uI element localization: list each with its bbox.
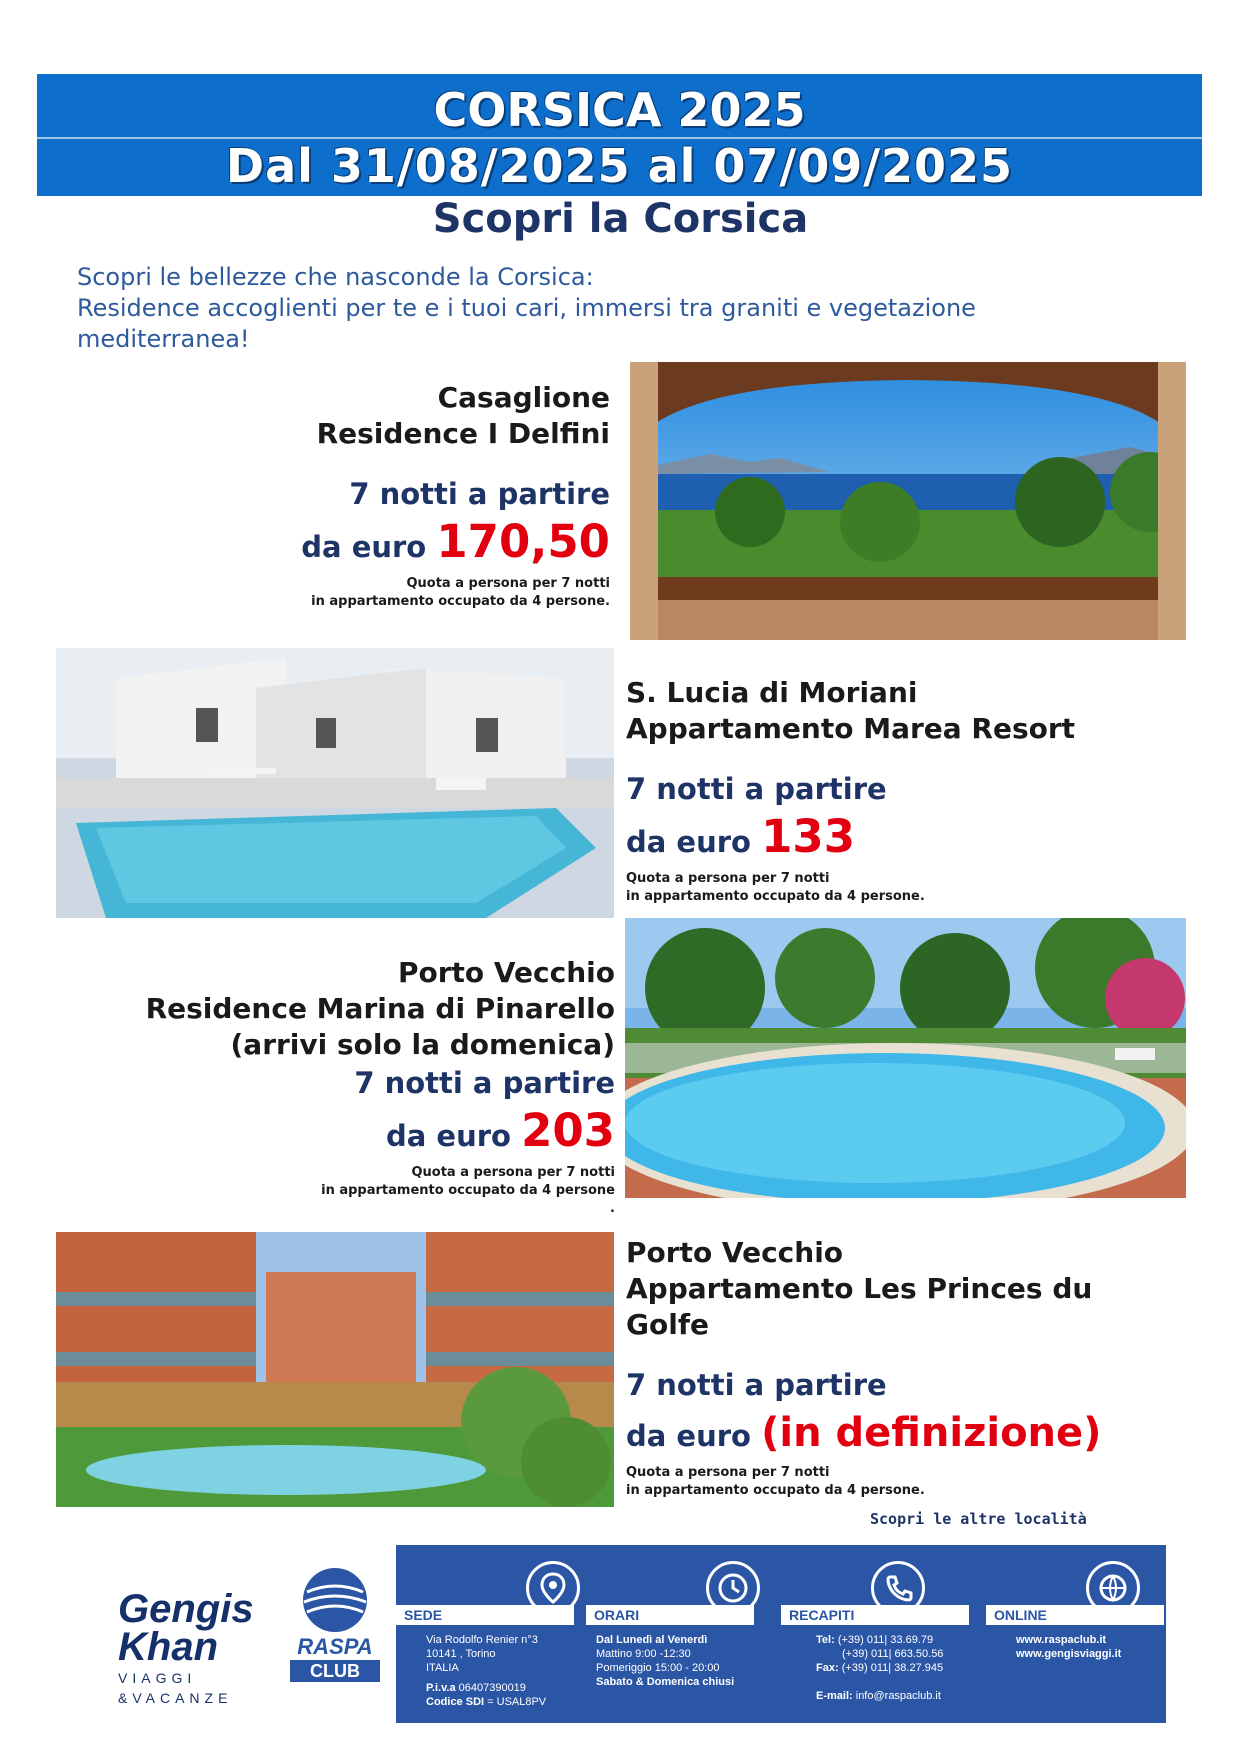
logo-text: Gengis — [118, 1587, 254, 1631]
price-prefix: da euro — [626, 1419, 751, 1453]
page-title: CORSICA 2025 — [433, 83, 806, 137]
offer-quota: in appartamento occupato da 4 persone. — [626, 889, 925, 904]
price-prefix: da euro — [301, 530, 427, 564]
footer-tag: ORARI — [586, 1605, 754, 1625]
offer-name: Residence Marina di Pinarello — [145, 992, 615, 1025]
price-prefix: da euro — [626, 825, 751, 859]
logo-text: CLUB — [290, 1660, 380, 1682]
subtitle: Scopri la Corsica — [432, 196, 809, 242]
logo-text: &VACANZE — [118, 1690, 233, 1706]
offer-nights: 7 notti a partire — [626, 772, 887, 806]
photo-sea-view-balcony — [630, 362, 1186, 640]
logo-text: Khan — [118, 1625, 218, 1669]
offer-place: Casaglione — [437, 381, 610, 414]
footer-online — [986, 1545, 1166, 1723]
offer-nights: 7 notti a partire — [349, 477, 610, 511]
website-link[interactable]: www.gengisviaggi.it — [1016, 1648, 1122, 1660]
offer-les-princes — [626, 1235, 1186, 1500]
photo-pool-residence — [56, 648, 614, 918]
offer-price: 203 — [521, 1104, 615, 1157]
email-link[interactable]: info@raspaclub.it — [855, 1690, 941, 1702]
footer-recapiti — [781, 1545, 971, 1723]
offer-quota: in appartamento occupato da 4 persone. — [626, 1483, 925, 1498]
header-banner — [37, 74, 1202, 196]
offer-price: (in definizione) — [761, 1410, 1102, 1456]
footer-contacts: Tel: (+39) 011| 33.69.79 (+39) 011| 663.50.56 Fax: (+39) 011| 38.27.945 E-mail: info@raspaclub.it — [816, 1634, 944, 1702]
offer-quota: Quota a persona per 7 notti — [626, 1465, 830, 1480]
date-range: Dal 31/08/2025 al 07/09/2025 — [225, 139, 1014, 193]
footer-address: Via Rodolfo Renier n°3 10141 , Torino ITALIA P.i.v.a 06407390019 Codice SDI = USAL8PV — [426, 1634, 547, 1708]
intro-line: Residence accoglienti per te e i tuoi cari, immersi tra graniti e vegetazione — [77, 294, 976, 322]
offer-quota: Quota a persona per 7 notti — [406, 576, 610, 591]
offer-price-line — [626, 809, 1186, 870]
footer-websites — [1016, 1633, 1166, 1661]
logo-text: RASPA — [297, 1634, 373, 1659]
offer-name: Residence I Delfini — [316, 417, 610, 450]
footer-tag: RECAPITI — [781, 1605, 969, 1625]
offer-price-line — [626, 1405, 1186, 1464]
intro-text — [77, 262, 1077, 355]
footer-tag: SEDE — [396, 1605, 574, 1625]
offer-quota: . — [610, 1201, 615, 1216]
raspa-club-logo — [285, 1562, 385, 1680]
price-prefix: da euro — [385, 1119, 511, 1153]
photo-round-pool — [625, 918, 1186, 1198]
offer-place: Porto Vecchio — [626, 1236, 844, 1269]
offer-place: S. Lucia di Moriani — [626, 676, 918, 709]
other-destinations-link[interactable]: Scopri le altre località — [870, 1510, 1087, 1528]
offer-pinarello — [100, 955, 615, 1218]
footer-sede — [396, 1545, 576, 1723]
offer-name-cont: Golfe — [626, 1308, 709, 1341]
gengis-khan-logo — [118, 1587, 268, 1706]
offer-place: Porto Vecchio — [397, 956, 615, 989]
raspa-globe-icon — [285, 1562, 385, 1632]
offer-name: Appartamento Les Princes du — [626, 1272, 1093, 1305]
offer-nights: 7 notti a partire — [354, 1066, 615, 1100]
offer-quota: in appartamento occupato da 4 persone — [321, 1183, 615, 1198]
offer-name: Appartamento Marea Resort — [626, 712, 1076, 745]
offer-price-line — [150, 514, 610, 575]
offer-price-line — [100, 1103, 615, 1164]
offer-nights: 7 notti a partire — [626, 1368, 887, 1402]
offer-quota: Quota a persona per 7 notti — [626, 871, 830, 886]
intro-line: Scopri le bellezze che nasconde la Corsica: — [77, 263, 594, 291]
offer-santa-lucia — [626, 675, 1186, 906]
intro-line: mediterranea! — [77, 325, 250, 353]
footer-hours: Dal Lunedì al Venerdì Mattino 9:00 -12:30 Pomeriggio 15:00 - 20:00 Sabato & Domenica chiusi — [596, 1634, 735, 1688]
footer-orari — [586, 1545, 766, 1723]
contact-footer — [396, 1545, 1166, 1723]
website-link[interactable]: www.raspaclub.it — [1016, 1634, 1107, 1646]
logo-text: VIAGGI — [118, 1670, 197, 1686]
offer-price: 170,50 — [436, 515, 610, 568]
offer-quota: Quota a persona per 7 notti — [411, 1165, 615, 1180]
offer-quota: in appartamento occupato da 4 persone. — [311, 594, 610, 609]
offer-casaglione — [150, 380, 610, 611]
offer-note: (arrivi solo la domenica) — [230, 1028, 615, 1061]
photo-les-princes — [56, 1232, 614, 1507]
offer-price: 133 — [761, 810, 856, 863]
footer-tag: ONLINE — [986, 1605, 1164, 1625]
